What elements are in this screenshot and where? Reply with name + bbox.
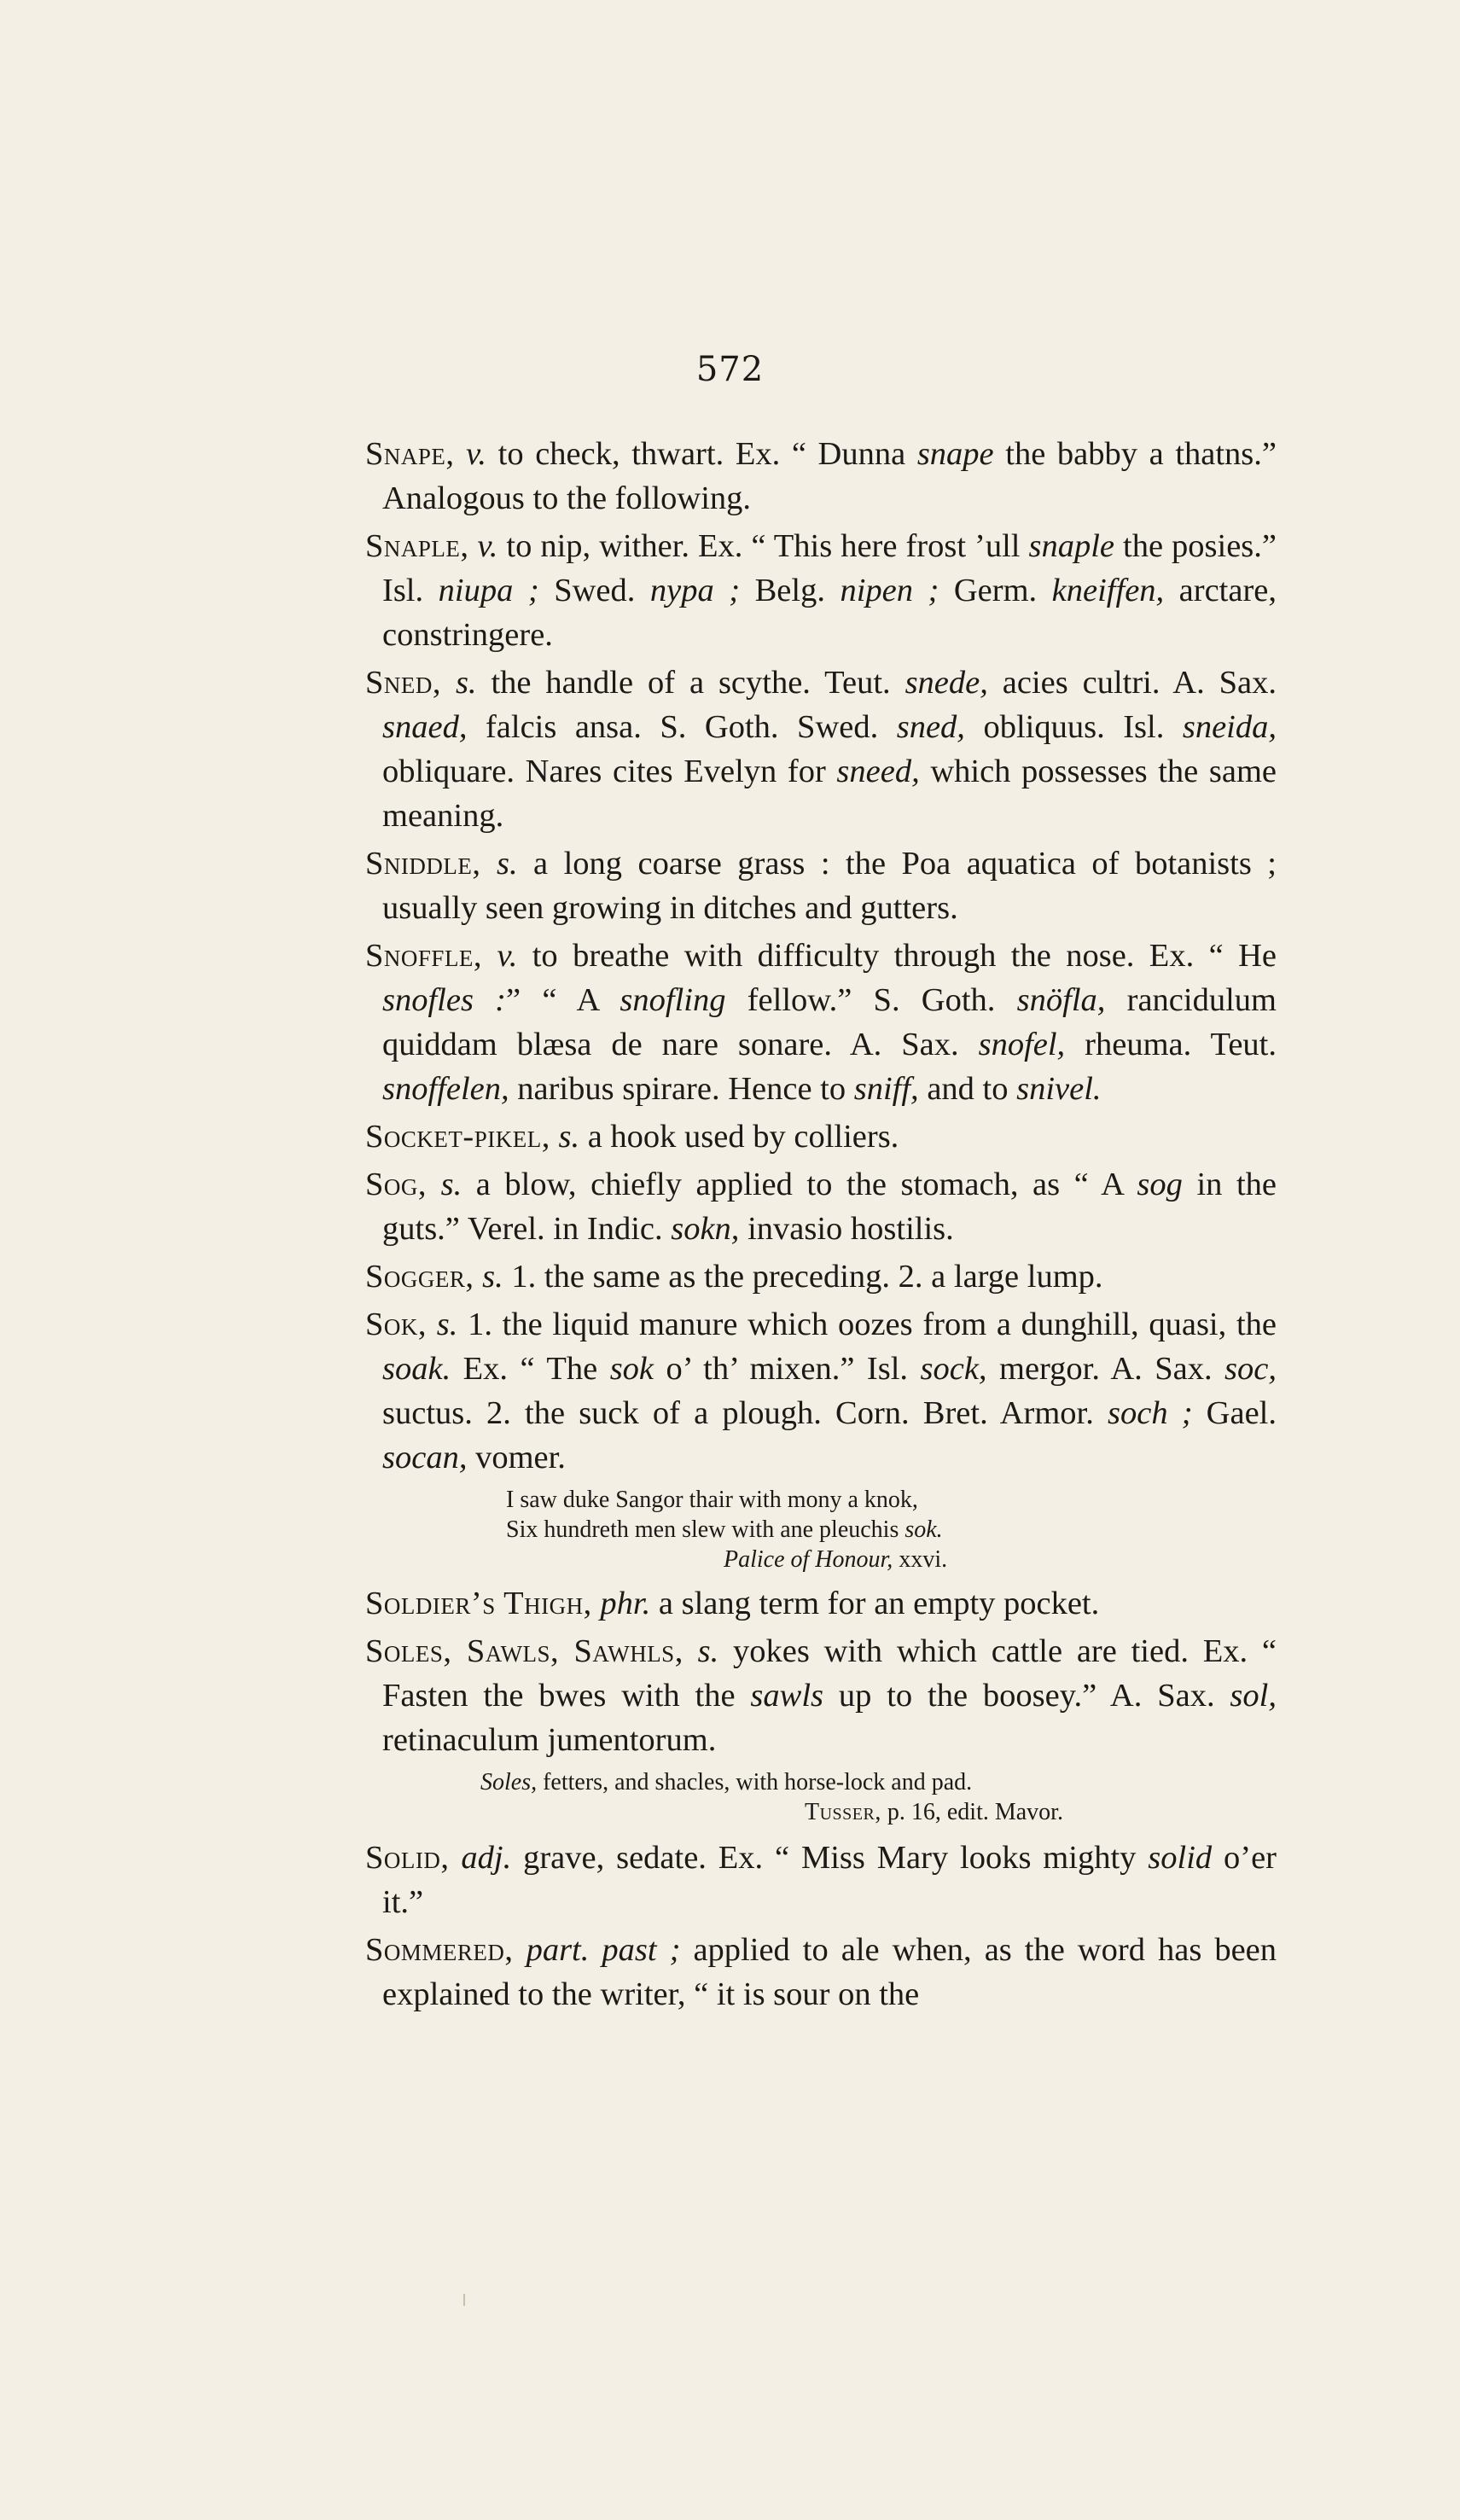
definition: to nip, wither. Ex. “ This here frost ’ull: [497, 528, 1029, 564]
quote-text: fetters, and shacles, with horse-lock and pad.: [537, 1769, 973, 1795]
definition: a hook used by colliers.: [579, 1119, 899, 1155]
italic-term: sokn,: [671, 1211, 740, 1247]
definition-cont: invasio hostilis.: [739, 1211, 954, 1247]
definition-cont: which possesses the same meaning.: [382, 754, 1277, 834]
italic-term: snöfla,: [1016, 982, 1106, 1018]
headword: Sogger,: [365, 1259, 474, 1295]
definition-cont: up to the boosey.” A. Sax.: [823, 1678, 1230, 1714]
definition: a long coarse grass : the Poa aquatica of botanists ; usually seen growing in ditches and gutters.: [382, 846, 1277, 926]
entry-snape: [365, 432, 1277, 521]
definition-cont: retinaculum jumentorum.: [382, 1722, 717, 1758]
part-of-speech: v.: [477, 528, 498, 564]
italic-term: snoffelen,: [382, 1071, 509, 1107]
italic-term: sock,: [920, 1351, 987, 1387]
italic-term: snaple: [1028, 528, 1115, 564]
dictionary-entries: [365, 432, 1277, 2020]
definition: grave, sedate. Ex. “ Miss Mary looks mighty: [511, 1840, 1149, 1876]
italic-term: sawls: [750, 1678, 824, 1714]
headword: Snape,: [365, 436, 455, 472]
definition-cont: Swed.: [538, 573, 650, 608]
italic-term: sneida,: [1182, 709, 1277, 745]
definition-cont: arctare, constringere.: [382, 573, 1277, 653]
definition-cont: Belg.: [740, 573, 841, 608]
definition-cont: obliquare. Nares cites Evelyn for: [382, 754, 837, 789]
italic-term: solid: [1148, 1840, 1213, 1876]
quote-line: [365, 1767, 1277, 1797]
definition: to breathe with difficulty through the nose. Ex. “ He: [517, 938, 1277, 974]
italic-term: kneiffen,: [1051, 573, 1165, 608]
definition-cont: falcis ansa. S. Goth. Swed.: [467, 709, 897, 745]
part-of-speech: phr.: [600, 1586, 651, 1621]
italic-term: sneed,: [836, 754, 920, 789]
definition-cont: Germ.: [939, 573, 1052, 608]
definition-cont: rheuma. Teut.: [1065, 1027, 1277, 1062]
part-of-speech: adj.: [461, 1840, 512, 1876]
italic-term: sniff,: [853, 1071, 919, 1107]
italic-term: sok: [609, 1351, 654, 1387]
quote-text: Six hundreth men slew with ane pleuchis: [506, 1516, 905, 1543]
part-of-speech: s.: [697, 1633, 719, 1669]
page-number: 572: [695, 350, 765, 389]
part-of-speech: s.: [558, 1119, 580, 1155]
definition-cont: naribus spirare. Hence to: [509, 1071, 854, 1107]
entry-soldiers-thigh: [365, 1581, 1277, 1626]
definition: a blow, chiefly applied to the stomach, as “ A: [462, 1167, 1137, 1202]
part-of-speech: s.: [496, 846, 518, 882]
definition-cont: obliquus. Isl.: [964, 709, 1183, 745]
headword: Socket-pikel,: [365, 1119, 550, 1155]
headword: Sniddle,: [365, 846, 481, 882]
italic-term: snofling: [619, 982, 726, 1018]
definition-cont: suctus. 2. the suck of a plough. Corn. Bret. Armor.: [382, 1395, 1108, 1431]
italic-term: snofles :: [382, 982, 506, 1018]
italic-term: snivel.: [1016, 1071, 1102, 1107]
quote-line: I saw duke Sangor thair with mony a knok,: [506, 1487, 918, 1513]
italic-term: soc,: [1224, 1351, 1277, 1387]
entry-socket-pikel: [365, 1115, 1277, 1159]
entry-sniddle: [365, 841, 1277, 930]
definition: 1. the liquid manure which oozes from a dunghill, quasi, the: [457, 1307, 1277, 1342]
definition-cont: Gael.: [1192, 1395, 1277, 1431]
headword: Snoffle,: [365, 938, 483, 974]
italic-term: sol,: [1230, 1678, 1277, 1714]
quote-line: [365, 1515, 1277, 1545]
headword: Snaple,: [365, 528, 469, 564]
definition-cont: o’er it.”: [382, 1840, 1277, 1920]
part-of-speech: s.: [482, 1259, 503, 1295]
source-ref: p. 16, edit. Mavor.: [881, 1799, 1063, 1825]
definition: the handle of a scythe. Teut.: [476, 665, 905, 701]
definition-cont: vomer.: [467, 1440, 566, 1475]
headword: Sog,: [365, 1167, 428, 1202]
definition: a slang term for an empty pocket.: [650, 1586, 1100, 1621]
definition-cont: and to: [918, 1071, 1017, 1107]
italic-term: soch ;: [1108, 1395, 1193, 1431]
quote-source: [365, 1545, 1277, 1574]
definition-cont: acies cultri. A. Sax.: [987, 665, 1277, 701]
definition-cont: fellow.” S. Goth.: [725, 982, 1017, 1018]
part-of-speech: s.: [440, 1167, 462, 1202]
part-of-speech: s.: [436, 1307, 458, 1342]
italic-term: snape: [916, 436, 994, 472]
definition: to check, thwart. Ex. “ Dunna: [486, 436, 917, 472]
entry-sok: [365, 1302, 1277, 1480]
italic-term: sog: [1137, 1167, 1183, 1202]
definition-cont: ” “ A: [506, 982, 620, 1018]
italic-term: snaed,: [382, 709, 468, 745]
verse-quotation-sok: [365, 1485, 1277, 1574]
headword: Soles, Sawls, Sawhls,: [365, 1633, 683, 1669]
part-of-speech: v.: [466, 436, 487, 472]
source-title: Palice of Honour,: [724, 1546, 893, 1573]
headword: Solid,: [365, 1840, 450, 1876]
headword: Sok,: [365, 1307, 428, 1342]
entry-sog: [365, 1162, 1277, 1251]
quote-source: [365, 1797, 1277, 1827]
part-of-speech: s.: [455, 665, 477, 701]
italic-term: nypa ;: [649, 573, 741, 608]
definition: applied to ale when, as the word has been explained to the writer, “ it is sour on the: [382, 1932, 1277, 2012]
definition-cont: the babby a thatns.” Analogous to the following.: [382, 436, 1277, 516]
italic-term: niupa ;: [438, 573, 539, 608]
definition-cont: in the guts.” Verel. in Indic.: [382, 1167, 1277, 1247]
headword: Soldier’s Thigh,: [365, 1586, 592, 1621]
italic-term: socan,: [382, 1440, 468, 1475]
entry-snaple: [365, 524, 1277, 657]
entry-solid: [365, 1836, 1277, 1924]
quote-italic: Soles,: [480, 1769, 538, 1795]
quote-italic: sok.: [905, 1516, 943, 1543]
definition-cont: Ex. “ The: [451, 1351, 610, 1387]
italic-term: snofel,: [978, 1027, 1066, 1062]
italic-term: nipen ;: [840, 573, 939, 608]
part-of-speech: v.: [497, 938, 518, 974]
entry-sned: [365, 661, 1277, 838]
source-ref: xxvi.: [893, 1546, 948, 1573]
definition: 1. the same as the preceding. 2. a large lump.: [503, 1259, 1103, 1295]
source-author: Tusser,: [805, 1799, 881, 1825]
definition-cont: o’ th’ mixen.” Isl.: [654, 1351, 921, 1387]
definition: yokes with which cattle are tied. Ex. “ Fasten the bwes with the: [382, 1633, 1277, 1714]
paper-speck: [463, 2294, 465, 2306]
definition-cont: the posies.” Isl.: [382, 528, 1277, 608]
entry-sommered: [365, 1928, 1277, 2017]
entry-sogger: [365, 1254, 1277, 1299]
headword: Sommered,: [365, 1932, 514, 1968]
entry-soles: [365, 1629, 1277, 1762]
italic-term: snede,: [905, 665, 988, 701]
entry-snoffle: [365, 934, 1277, 1111]
definition-cont: mergor. A. Sax.: [986, 1351, 1225, 1387]
headword: Sned,: [365, 665, 442, 701]
part-of-speech: part. past ;: [526, 1932, 681, 1968]
italic-term: soak.: [382, 1351, 451, 1387]
definition-cont: rancidulum quiddam blæsa de nare sonare. A. Sax.: [382, 982, 1277, 1062]
italic-term: sned,: [896, 709, 965, 745]
verse-quotation-soles: [365, 1767, 1277, 1827]
